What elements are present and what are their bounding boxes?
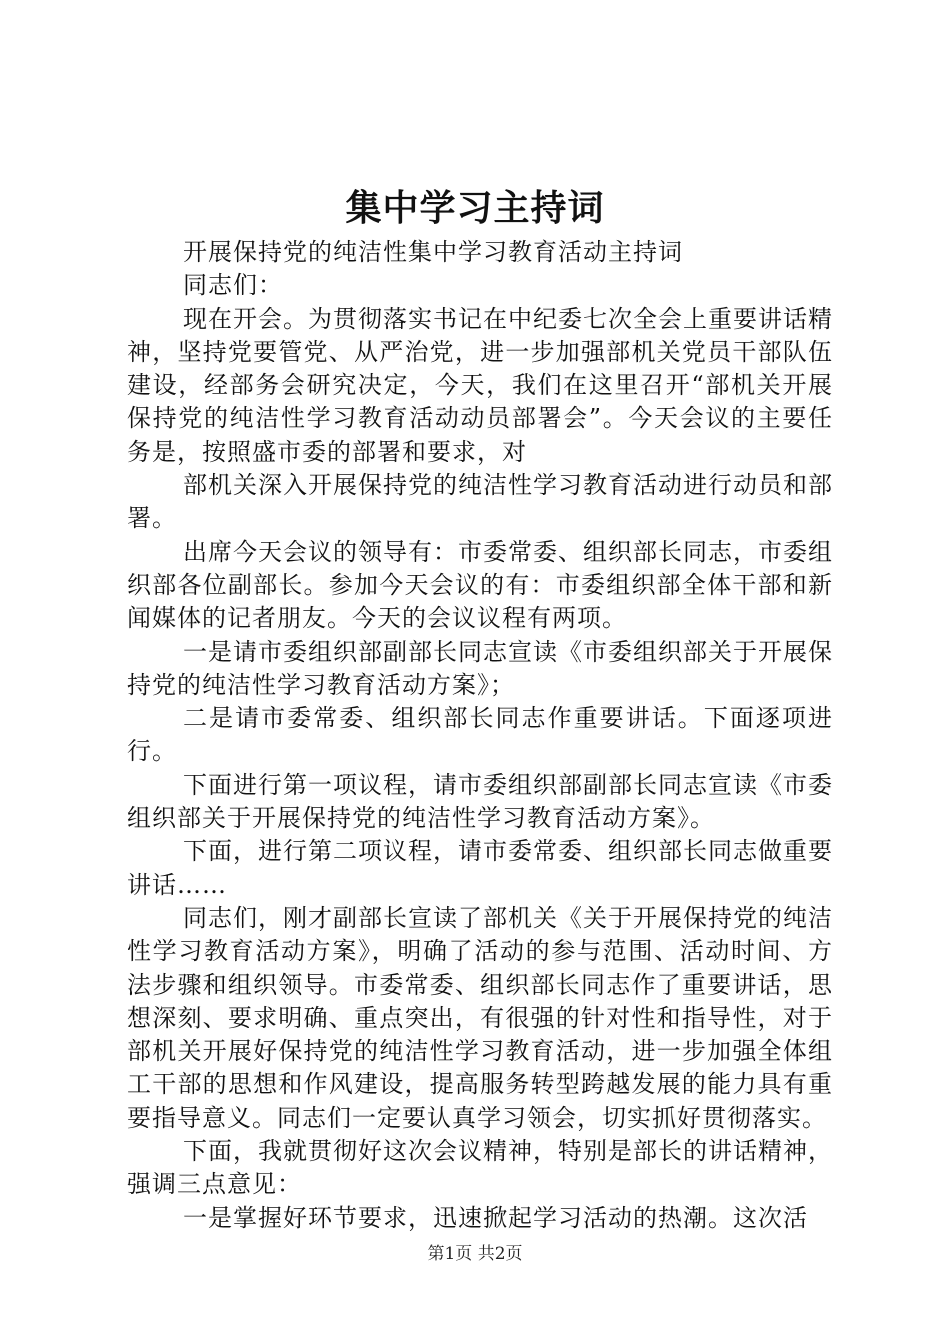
paragraph: 现在开会。为贯彻落实书记在中纪委七次全会上重要讲话精神，坚持党要管党、从严治党，进一步加强部机关党员干部队伍建设，经部务会研究决定，今天，我们在这里召开“部机关开展保持党的纯洁性学习教育活动动员部署会”。今天会议的主要任务是，按照盛市委的部署和要求，对 bbox=[127, 304, 833, 466]
document-title: 集中学习主持词 bbox=[345, 187, 605, 229]
paragraph: 一是掌握好环节要求，迅速掀起学习活动的热潮。这次活 bbox=[183, 1203, 808, 1232]
paragraph: 下面，进行第二项议程，请市委常委、组织部长同志做重要讲话…… bbox=[127, 837, 833, 899]
paragraph: 同志们，刚才副部长宣读了部机关《关于开展保持党的纯洁性学习教育活动方案》，明确了活动的参与范围、活动时间、方法步骤和组织领导。市委常委、组织部长同志作了重要讲话，思想深刻、要求明确、重点突出，有很强的针对性和指导性，对于部机关开展好保持党的纯洁性学习教育活动，进一步加强全体组工干部的思想和作风建设，提高服务转型跨越发展的能力具有重要指导意义。同志们一定要认真学习领会，切实抓好贯彻落实。 bbox=[127, 903, 833, 1132]
paragraph: 部机关深入开展保持党的纯洁性学习教育活动进行动员和部署。 bbox=[127, 471, 833, 533]
paragraph: 出席今天会议的领导有：市委常委、组织部长同志，市委组织部各位副部长。参加今天会议的有：市委组织部全体干部和新闻媒体的记者朋友。今天的会议议程有两项。 bbox=[127, 537, 833, 633]
paragraph: 下面进行第一项议程，请市委组织部副部长同志宣读《市委组织部关于开展保持党的纯洁性学习教育活动方案》。 bbox=[127, 770, 833, 833]
paragraph-subtitle: 开展保持党的纯洁性集中学习教育活动主持词 bbox=[183, 238, 683, 266]
paragraph: 二是请市委常委、组织部长同志作重要讲话。下面逐项进行。 bbox=[127, 704, 833, 766]
paragraph: 下面，我就贯彻好这次会议精神，特别是部长的讲话精神，强调三点意见： bbox=[127, 1137, 833, 1199]
paragraph: 一是请市委组织部副部长同志宣读《市委组织部关于开展保持党的纯洁性学习教育活动方案》； bbox=[127, 637, 833, 699]
paragraph-salutation: 同志们： bbox=[183, 271, 283, 300]
document-body bbox=[127, 236, 833, 1235]
page-number-footer: 第1页 共2页 bbox=[427, 1244, 523, 1264]
